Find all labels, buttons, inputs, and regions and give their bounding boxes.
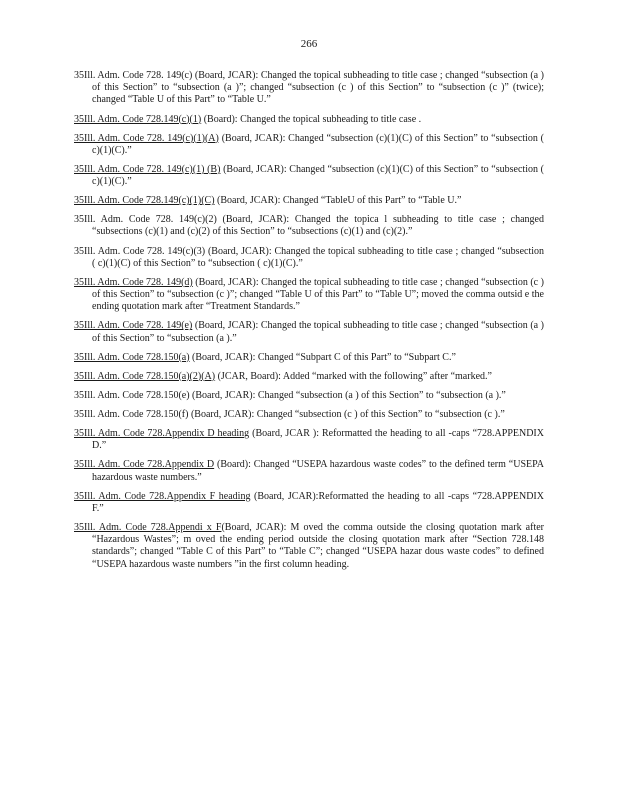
citation: 35Ill. Adm. Code 728. 149(c)(1)(A): [74, 132, 219, 144]
citation: 35Ill. Adm. Code 728.149(c)(1)(C): [74, 195, 215, 207]
citation: 35Ill. Adm. Code 728.150(f): [74, 408, 189, 420]
citation: 35Ill. Adm. Code 728. 149(d): [74, 276, 193, 288]
amendment-description: (Board, JCAR): Changed the topical subheading to title case ; changed “subsection (a ) of this Section” to “subsection (a ).”: [92, 320, 544, 344]
citation: 35Ill. Adm. Code 728.Appendi x F: [74, 521, 222, 533]
amendment-entry: [74, 164, 544, 188]
citation: 35Ill. Adm. Code 728.150(a)(2)(A): [74, 370, 216, 382]
amendment-description: (Board, JCAR ): Reformatted the heading to all -caps “728.APPENDIX D.”: [92, 428, 544, 452]
amendment-list: [74, 70, 544, 578]
amendment-entry: [74, 491, 544, 515]
amendment-description: (Board): Changed “USEPA hazardous waste codes” to the defined term “USEPA hazardous waste numbers.”: [92, 459, 544, 483]
citation: 35Ill. Adm. Code 728.Appendix F heading: [74, 490, 251, 502]
amendment-entry: [74, 70, 544, 107]
amendment-description: (Board, JCAR): Changed “subsection (c)(1)(C) of this Section” to “subsection ( c)(1)(C).”: [92, 132, 544, 156]
amendment-entry: [74, 214, 544, 238]
amendment-description: (Board, JCAR): Changed the topical subheading to title case ; changed “subsection (a ) of this Section” to “subsection (a )”; changed “subsection (c ) of this Section” to “subsection (c )” (twice); changed “Table U of this Part” to “Table U.”: [92, 70, 544, 106]
amendment-entry: [74, 246, 544, 270]
amendment-entry: [74, 459, 544, 483]
citation: 35Ill. Adm. Code 728.Appendix D: [74, 459, 215, 471]
citation: 35Ill. Adm. Code 728.150(a): [74, 351, 190, 363]
amendment-entry: [74, 195, 544, 207]
amendment-description: (Board, JCAR): M oved the comma outside the closing quotation mark after “Hazardous Wastes”; m oved the ending period outside the closing quotation mark after “Section 728.148 standards”; changed “Table C of this Part” to “Table C”; changed “USEPA hazar dous waste codes” to defined “USEPA hazardous waste numbers ”in the first column heading.: [92, 521, 544, 570]
amendment-entry: [74, 371, 544, 383]
amendment-entry: [74, 522, 544, 571]
amendment-entry: [74, 133, 544, 157]
amendment-description: (Board, JCAR): Changed the topical subheading to title case ; changed “subsection ( c)(1)(C) of this Section” to “subsection ( c)(1)(C).”: [92, 245, 545, 269]
amendment-entry: [74, 114, 544, 126]
amendment-description: (Board, JCAR): Changed “TableU of this Part” to “Table U.”: [214, 195, 462, 207]
amendment-entry: [74, 428, 544, 452]
page-number: 266: [300, 38, 318, 50]
citation: 35Ill. Adm. Code 728. 149(c): [74, 70, 193, 81]
citation: 35Ill. Adm. Code 728.149(c)(1): [74, 113, 202, 125]
citation: 35Ill. Adm. Code 728.150(e): [74, 389, 190, 401]
amendment-description: (Board, JCAR): Changed the topical subheading to title case ; changed “subsection (c ) of this Section” to “subsection (c )”; changed “Table U of this Part” to “Table U”; moved the comma outsid e the ending quotation mark after “Treatment Standards.”: [92, 276, 544, 313]
amendment-description: (Board, JCAR): Changed “subsection (c ) of this Section” to “subsection (c ).”: [188, 408, 505, 420]
amendment-description: (JCAR, Board): Added “marked with the following” after “marked.”: [215, 370, 492, 382]
amendment-entry: [74, 277, 544, 314]
citation: 35Ill. Adm. Code 728. 149(c)(1) (B): [74, 163, 221, 175]
citation: 35Ill. Adm. Code 728. 149(c)(2): [74, 214, 217, 226]
citation: 35Ill. Adm. Code 728. 149(e): [74, 320, 193, 332]
amendment-entry: [74, 409, 544, 421]
amendment-entry: [74, 390, 544, 402]
amendment-description: (Board, JCAR):Reformatted the heading to all -caps “728.APPENDIX F.”: [92, 490, 544, 514]
citation: 35Ill. Adm. Code 728. 149(c)(3): [74, 245, 206, 257]
amendment-description: (Board): Changed the topical subheading to title case .: [201, 113, 422, 125]
citation: 35Ill. Adm. Code 728.Appendix D heading: [74, 428, 250, 440]
amendment-entry: [74, 320, 544, 344]
amendment-description: (Board, JCAR): Changed “subsection (a ) of this Section” to “subsection (a ).”: [189, 389, 506, 401]
amendment-description: (Board, JCAR): Changed “subsection (c)(1)(C) of this Section” to “subsection ( c)(1)(C).”: [92, 163, 544, 188]
amendment-description: (Board, JCAR): Changed “Subpart C of this Part” to “Subpart C.”: [189, 351, 456, 363]
amendment-description: (Board, JCAR): Changed the topica l subheading to title case ; changed “subsections (c)(1) and (c)(2) of this Section” to “subsections (c)(1) and (c)(2).”: [92, 214, 544, 238]
amendment-entry: [74, 352, 544, 364]
